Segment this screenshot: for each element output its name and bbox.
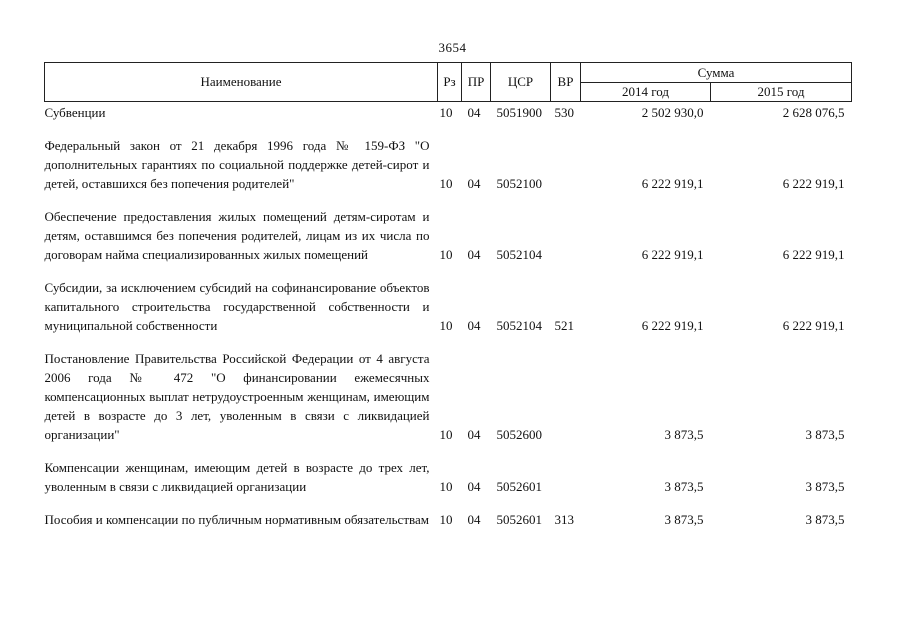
table-row <box>45 496 852 529</box>
table-row <box>45 335 852 444</box>
table-header <box>45 63 852 102</box>
row-rz: 10 <box>439 105 453 120</box>
row-sum-2015: 3 873,5 <box>805 512 845 527</box>
budget-table <box>44 62 852 529</box>
table-row <box>45 193 852 264</box>
row-vr: 313 <box>554 512 574 527</box>
row-sum-2014: 3 873,5 <box>664 512 704 527</box>
row-csr: 5051900 <box>496 105 542 120</box>
row-pr: 04 <box>467 427 481 442</box>
row-pr: 04 <box>467 512 481 527</box>
row-vr <box>551 193 581 264</box>
row-vr <box>551 335 581 444</box>
row-pr: 04 <box>467 479 481 494</box>
row-sum-2014: 6 222 919,1 <box>641 176 704 191</box>
table-row <box>45 102 852 123</box>
table-row <box>45 264 852 335</box>
row-rz: 10 <box>439 512 453 527</box>
row-name: Компенсации женщинам, имеющим детей в возрасте до трех лет, уволенным в связи с ликвидацией организации <box>44 460 430 494</box>
row-csr: 5052100 <box>496 176 542 191</box>
header-sum: Сумма <box>581 63 852 83</box>
row-sum-2014: 6 222 919,1 <box>641 247 704 262</box>
row-rz: 10 <box>439 318 453 333</box>
row-name: Обеспечение предоставления жилых помещений детям-сиротам и детям, оставшимся без попечения родителей, лицам из их числа по договорам найма специализированных жилых помещений <box>44 209 430 262</box>
header-pr: ПР <box>462 63 491 102</box>
row-pr: 04 <box>467 176 481 191</box>
row-sum-2015: 6 222 919,1 <box>782 247 845 262</box>
row-rz: 10 <box>439 427 453 442</box>
row-sum-2015: 6 222 919,1 <box>782 176 845 191</box>
header-csr: ЦСР <box>491 63 551 102</box>
header-rz: Рз <box>438 63 462 102</box>
row-pr: 04 <box>467 105 481 120</box>
header-2014: 2014 год <box>581 83 711 102</box>
table-body <box>45 102 852 530</box>
row-vr <box>551 122 581 193</box>
row-sum-2014: 3 873,5 <box>664 479 704 494</box>
row-vr: 530 <box>554 105 574 120</box>
row-name: Пособия и компенсации по публичным нормативным обязательствам <box>44 512 429 527</box>
row-sum-2015: 3 873,5 <box>805 479 845 494</box>
page-number: 3654 <box>438 40 467 55</box>
row-sum-2014: 3 873,5 <box>664 427 704 442</box>
row-vr: 521 <box>554 318 574 333</box>
row-rz: 10 <box>439 176 453 191</box>
header-vr: ВР <box>551 63 581 102</box>
row-pr: 04 <box>467 318 481 333</box>
row-sum-2015: 3 873,5 <box>805 427 845 442</box>
row-sum-2014: 2 502 930,0 <box>641 105 704 120</box>
row-sum-2014: 6 222 919,1 <box>641 318 704 333</box>
row-csr: 5052104 <box>496 318 542 333</box>
table-row <box>45 122 852 193</box>
header-2015: 2015 год <box>711 83 852 102</box>
row-name: Субсидии, за исключением субсидий на софинансирование объектов капитального строительства государственной собственности и муниципальной собственности <box>44 280 430 333</box>
row-vr <box>551 444 581 496</box>
row-sum-2015: 6 222 919,1 <box>782 318 845 333</box>
row-name: Федеральный закон от 21 декабря 1996 года № 159-ФЗ "О дополнительных гарантиях по социальной поддержке детей-сирот и детей, оставшихся без попечения родителей" <box>44 138 430 191</box>
row-csr: 5052601 <box>496 479 542 494</box>
row-pr: 04 <box>467 247 481 262</box>
row-csr: 5052601 <box>496 512 542 527</box>
row-sum-2015: 2 628 076,5 <box>782 105 845 120</box>
row-csr: 5052104 <box>496 247 542 262</box>
header-name: Наименование <box>45 63 438 102</box>
row-rz: 10 <box>439 247 453 262</box>
row-name: Постановление Правительства Российской Федерации от 4 августа 2006 года № 472 "О финансировании ежемесячных компенсационных выплат нетрудоустроенным женщинам, имеющим детей в возрасте до 3 лет, уволенным в связи с ликвидацией организации" <box>44 351 430 442</box>
row-rz: 10 <box>439 479 453 494</box>
row-name: Субвенции <box>44 105 106 120</box>
table-row <box>45 444 852 496</box>
row-csr: 5052600 <box>496 427 542 442</box>
